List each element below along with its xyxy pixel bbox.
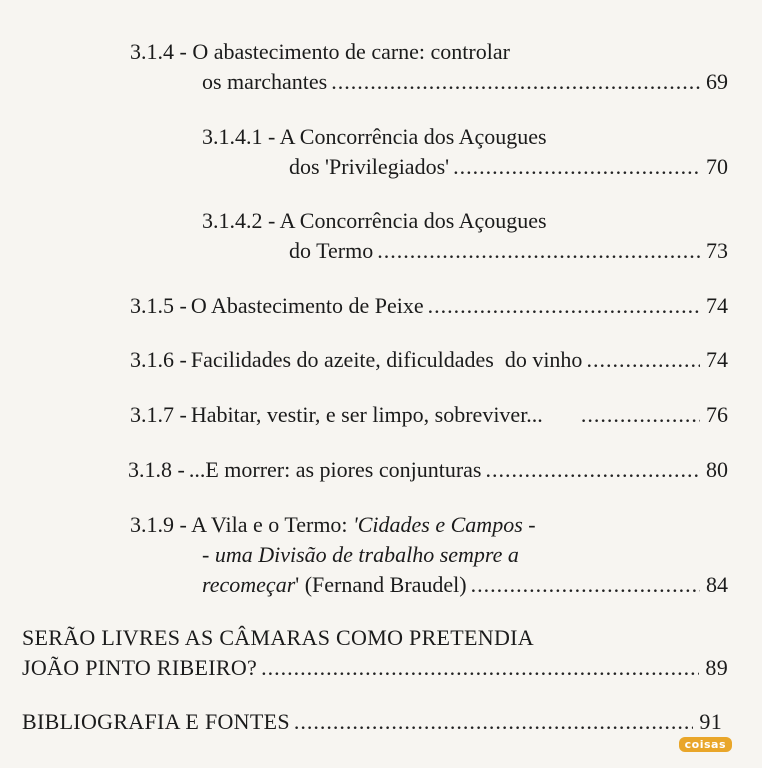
toc-entry-3-1-9-line2: - uma Divisão de trabalho sempre a bbox=[202, 542, 519, 567]
section-number: 3.1.4.2 - bbox=[202, 208, 276, 233]
section-title-cont: ' (Fernand Braudel) bbox=[295, 572, 467, 597]
section-title: O Abastecimento de Peixe bbox=[190, 293, 424, 318]
chapter-title: BIBLIOGRAFIA E FONTES bbox=[22, 709, 290, 734]
toc-entry-camaras-line1: SERÃO LIVRES AS CÂMARAS COMO PRETENDIA bbox=[22, 625, 534, 650]
section-title: ...E morrer: as piores conjunturas bbox=[188, 457, 482, 482]
watermark-logo: coisas bbox=[679, 737, 732, 752]
page-number: 84 bbox=[706, 572, 728, 597]
chapter-title-cont: JOÃO PINTO RIBEIRO? bbox=[22, 655, 258, 680]
section-title-italic: 'Cidades e Campos - bbox=[353, 512, 536, 537]
section-number: 3.1.7 - bbox=[130, 402, 187, 427]
page-number: 91 bbox=[699, 709, 722, 734]
toc-entry-3-1-8 bbox=[128, 456, 728, 484]
leader-dots bbox=[453, 153, 700, 181]
page-number: 74 bbox=[706, 347, 728, 372]
page-number: 89 bbox=[705, 655, 728, 680]
section-title: O abastecimento de carne: controlar bbox=[192, 39, 510, 64]
leader-dots bbox=[471, 571, 700, 599]
page-number: 69 bbox=[706, 69, 728, 94]
toc-entry-3-1-9-line1 bbox=[130, 511, 536, 539]
section-title-italic: recomeçar bbox=[202, 572, 296, 597]
page-number: 74 bbox=[706, 293, 728, 318]
page-number: 73 bbox=[706, 238, 728, 263]
section-number: 3.1.4 - bbox=[130, 39, 187, 64]
section-number: 3.1.9 - bbox=[130, 512, 187, 537]
section-title-cont: os marchantes bbox=[202, 69, 328, 94]
toc-entry-3-1-4-2-line1 bbox=[202, 207, 547, 235]
page-number: 80 bbox=[706, 457, 728, 482]
leader-dots bbox=[428, 292, 700, 320]
toc-entry-3-1-9-line3 bbox=[202, 571, 728, 599]
page-number: 76 bbox=[706, 402, 728, 427]
toc-entry-3-1-5 bbox=[130, 292, 728, 320]
toc-entry-3-1-4-1-line2 bbox=[289, 153, 728, 181]
section-title: A Concorrência dos Açougues bbox=[279, 124, 547, 149]
section-number: 3.1.4.1 - bbox=[202, 124, 276, 149]
toc-entry-bibliografia bbox=[22, 708, 722, 736]
leader-dots bbox=[586, 346, 700, 374]
section-number: 3.1.8 - bbox=[128, 457, 185, 482]
leader-dots bbox=[377, 237, 700, 265]
toc-entry-camaras-line2 bbox=[22, 654, 728, 682]
leader-dots bbox=[331, 68, 700, 96]
page-number: 70 bbox=[706, 154, 728, 179]
leader-dots bbox=[485, 456, 700, 484]
section-title-cont: do Termo bbox=[289, 238, 374, 263]
section-title: Habitar, vestir, e ser limpo, sobreviver... bbox=[190, 402, 543, 427]
section-number: 3.1.5 - bbox=[130, 293, 187, 318]
section-title: Facilidades do azeite, dificuldades do vinho bbox=[190, 347, 583, 372]
toc-entry-3-1-6 bbox=[130, 346, 728, 374]
section-title: A Concorrência dos Açougues bbox=[279, 208, 547, 233]
toc-entry-3-1-4-line2 bbox=[202, 68, 728, 96]
section-number: 3.1.6 - bbox=[130, 347, 187, 372]
toc-entry-3-1-4-1-line1 bbox=[202, 123, 547, 151]
toc-entry-3-1-4-2-line2 bbox=[289, 237, 728, 265]
leader-dots bbox=[261, 654, 699, 682]
leader-dots bbox=[581, 401, 700, 429]
section-title-cont: dos 'Privilegiados' bbox=[289, 154, 450, 179]
section-title: A Vila e o Termo: bbox=[191, 512, 354, 537]
leader-dots bbox=[294, 708, 694, 736]
toc-entry-3-1-7 bbox=[130, 401, 728, 429]
toc-entry-3-1-4-line1 bbox=[130, 38, 510, 66]
